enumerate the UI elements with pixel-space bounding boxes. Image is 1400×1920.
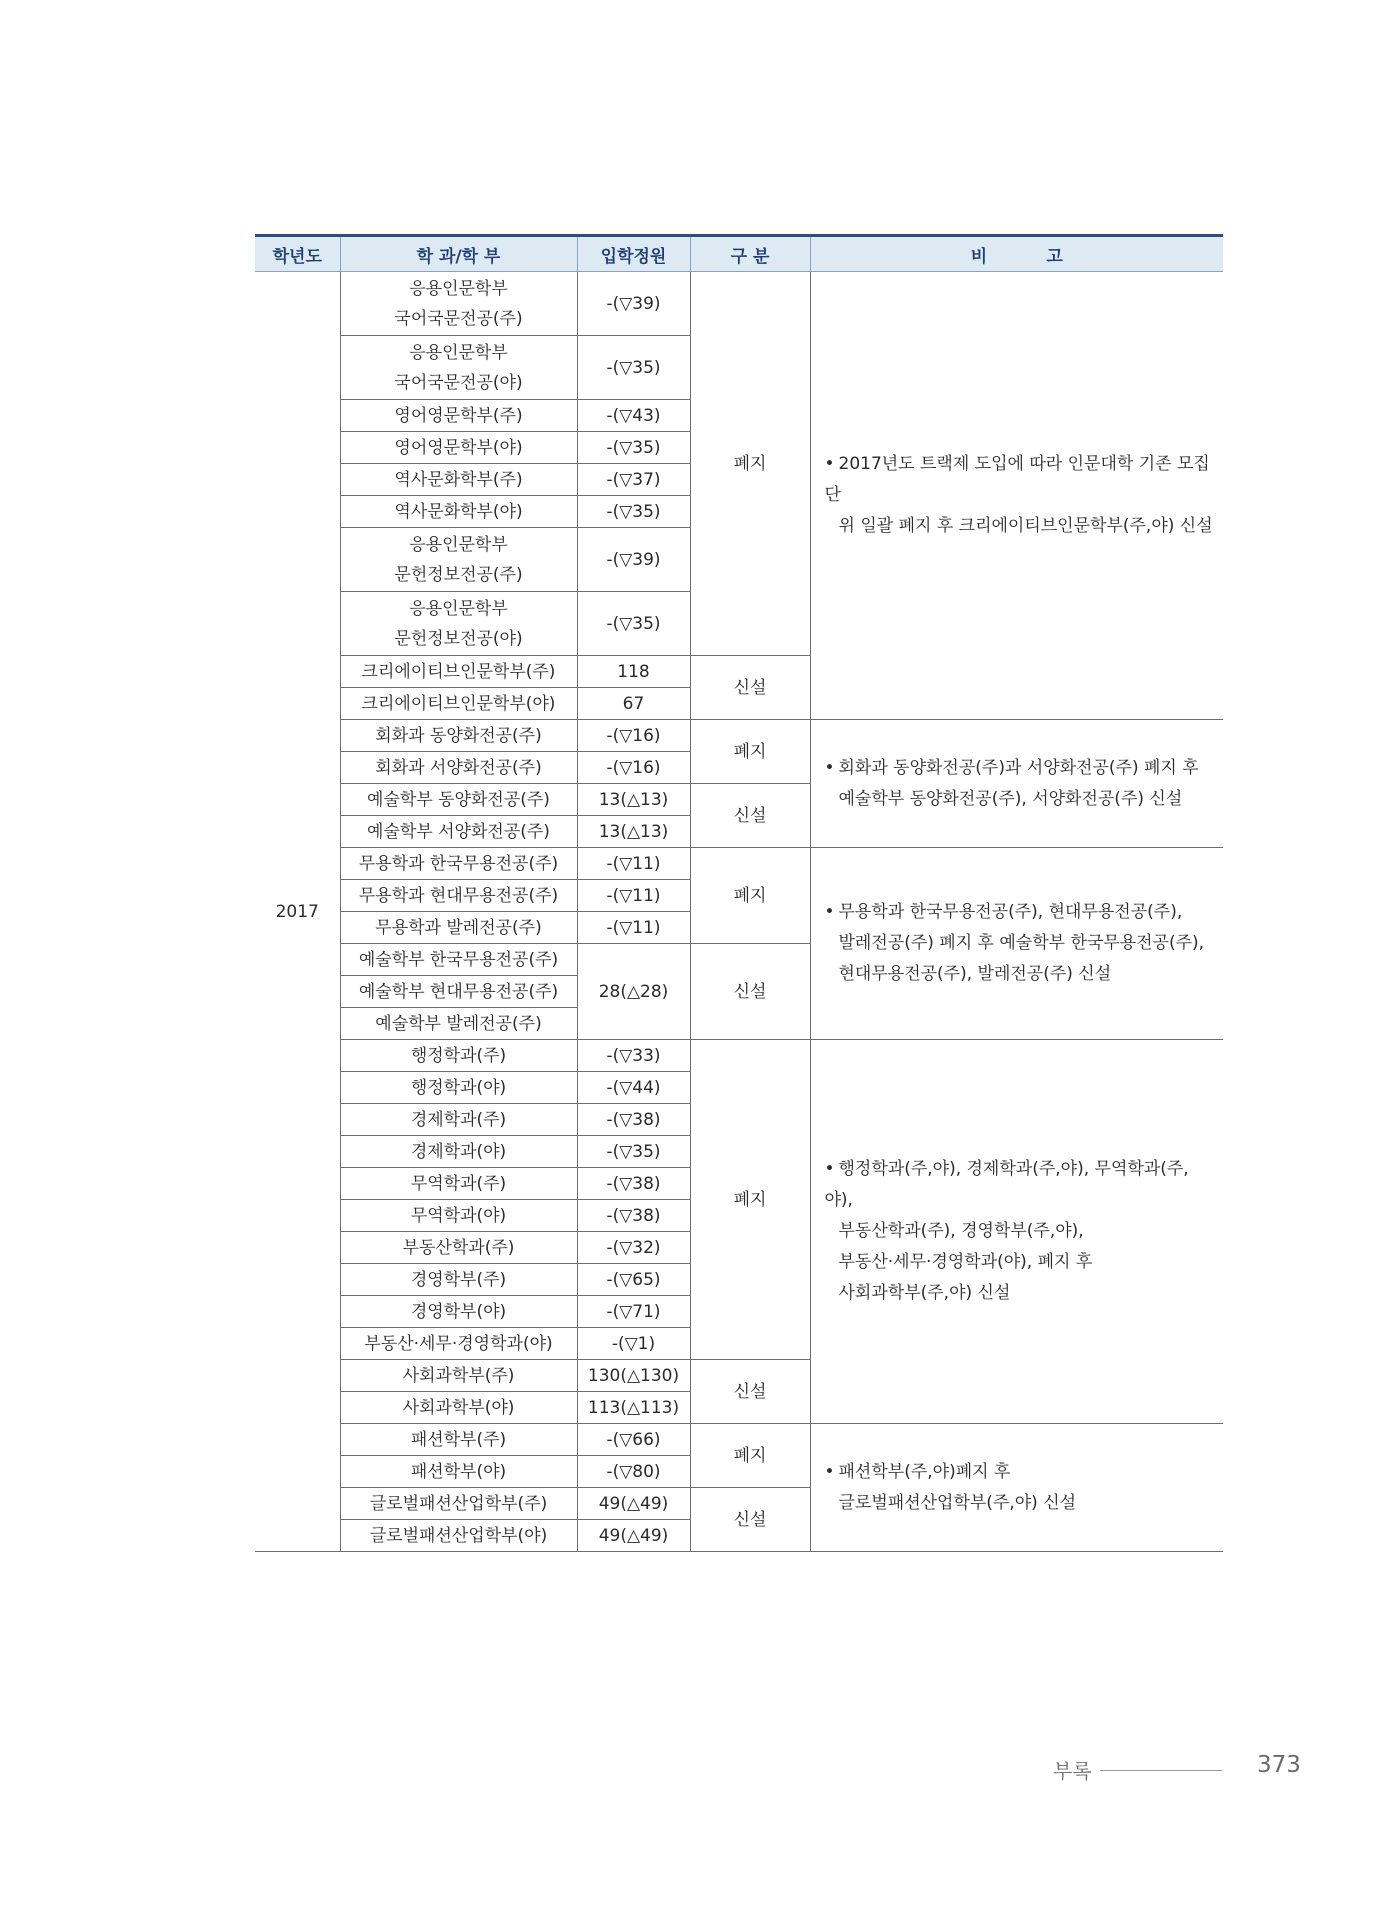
quota-cell: -(▽38) xyxy=(577,1104,690,1136)
department-cell: 부동산학과(주) xyxy=(340,1232,577,1264)
department-name: 응용인문학부 xyxy=(409,342,508,363)
quota-cell: -(▽32) xyxy=(577,1232,690,1264)
department-cell: 글로벌패션산업학부(주) xyxy=(340,1488,577,1520)
quota-cell: 130(△130) xyxy=(577,1360,690,1392)
department-major: 문헌정보전공(주) xyxy=(394,564,523,585)
footer-rule xyxy=(1100,1770,1222,1771)
department-cell: 부동산·세무·경영학과(야) xyxy=(340,1328,577,1360)
table-row xyxy=(255,848,1223,880)
note-cell xyxy=(810,1040,1223,1424)
category-cell: 신설 xyxy=(690,656,810,720)
department-cell: 무역학과(야) xyxy=(340,1200,577,1232)
quota-cell: 13(△13) xyxy=(577,784,690,816)
department-cell: 회화과 서양화전공(주) xyxy=(340,752,577,784)
quota-cell: -(▽66) xyxy=(577,1424,690,1456)
header-department: 학 과/학 부 xyxy=(340,236,577,272)
note-cell xyxy=(810,848,1223,1040)
department-cell: 패션학부(야) xyxy=(340,1456,577,1488)
quota-cell: 13(△13) xyxy=(577,816,690,848)
quota-cell: -(▽80) xyxy=(577,1456,690,1488)
note-line: 현대무용전공(주), 발레전공(주) 신설 xyxy=(838,964,1112,984)
department-cell: 행정학과(야) xyxy=(340,1072,577,1104)
quota-cell: -(▽11) xyxy=(577,912,690,944)
quota-cell: -(▽65) xyxy=(577,1264,690,1296)
department-cell: 무용학과 한국무용전공(주) xyxy=(340,848,577,880)
quota-cell: -(▽11) xyxy=(577,880,690,912)
quota-cell: -(▽1) xyxy=(577,1328,690,1360)
quota-cell: -(▽43) xyxy=(577,400,690,432)
table-row xyxy=(255,1040,1223,1072)
table-row xyxy=(255,272,1223,336)
footer-section-label: 부록 xyxy=(1053,1759,1092,1783)
department-cell: 패션학부(주) xyxy=(340,1424,577,1456)
table-row xyxy=(255,1424,1223,1456)
department-cell: 영어영문학부(주) xyxy=(340,400,577,432)
note-line: 위 일괄 폐지 후 크리에이티브인문학부(주,야) 신설 xyxy=(838,516,1213,536)
quota-cell: -(▽39) xyxy=(577,528,690,592)
category-cell: 폐지 xyxy=(690,272,810,656)
department-cell xyxy=(340,592,577,656)
quota-cell: -(▽44) xyxy=(577,1072,690,1104)
department-cell xyxy=(340,336,577,400)
department-cell: 역사문화학부(주) xyxy=(340,464,577,496)
department-cell: 경제학과(주) xyxy=(340,1104,577,1136)
department-cell: 크리에이티브인문학부(주) xyxy=(340,656,577,688)
quota-cell: 113(△113) xyxy=(577,1392,690,1424)
quota-cell: -(▽39) xyxy=(577,272,690,336)
department-cell: 무역학과(주) xyxy=(340,1168,577,1200)
header-year: 학년도 xyxy=(255,236,340,272)
note-line: • 패션학부(주,야)폐지 후 xyxy=(824,1461,1011,1482)
admission-quota-table-container xyxy=(255,234,1223,1552)
department-cell: 경영학부(야) xyxy=(340,1296,577,1328)
note-line: 예술학부 동양화전공(주), 서양화전공(주) 신설 xyxy=(838,788,1183,809)
quota-cell: -(▽38) xyxy=(577,1200,690,1232)
note-cell xyxy=(810,720,1223,848)
department-cell: 예술학부 현대무용전공(주) xyxy=(340,976,577,1008)
department-cell xyxy=(340,528,577,592)
quota-cell: -(▽33) xyxy=(577,1040,690,1072)
department-cell: 예술학부 동양화전공(주) xyxy=(340,784,577,816)
department-major: 국어국문전공(주) xyxy=(394,308,523,329)
quota-cell: -(▽35) xyxy=(577,432,690,464)
category-cell: 폐지 xyxy=(690,848,810,944)
department-name: 응용인문학부 xyxy=(409,278,508,299)
quota-cell: 118 xyxy=(577,656,690,688)
quota-cell: -(▽16) xyxy=(577,720,690,752)
department-cell: 회화과 동양화전공(주) xyxy=(340,720,577,752)
department-cell xyxy=(340,272,577,336)
header-category: 구 분 xyxy=(690,236,810,272)
quota-cell: -(▽37) xyxy=(577,464,690,496)
note-line: • 회화과 동양화전공(주)과 서양화전공(주) 폐지 후 xyxy=(824,757,1199,778)
category-cell: 폐지 xyxy=(690,720,810,784)
quota-cell: -(▽35) xyxy=(577,336,690,400)
department-cell: 행정학과(주) xyxy=(340,1040,577,1072)
note-cell xyxy=(810,272,1223,720)
department-cell: 글로벌패션산업학부(야) xyxy=(340,1520,577,1552)
quota-cell: 49(△49) xyxy=(577,1520,690,1552)
department-cell: 크리에이티브인문학부(야) xyxy=(340,688,577,720)
note-cell xyxy=(810,1424,1223,1552)
department-cell: 경영학부(주) xyxy=(340,1264,577,1296)
quota-cell: 67 xyxy=(577,688,690,720)
quota-cell: -(▽35) xyxy=(577,496,690,528)
note-line: 부동산학과(주), 경영학부(주,야), xyxy=(838,1221,1084,1241)
quota-cell: 49(△49) xyxy=(577,1488,690,1520)
department-name: 응용인문학부 xyxy=(409,534,508,555)
header-quota: 입학정원 xyxy=(577,236,690,272)
department-cell: 역사문화학부(야) xyxy=(340,496,577,528)
note-line: • 2017년도 트랙제 도입에 따라 인문대학 기존 모집단 xyxy=(824,454,1210,505)
department-name: 응용인문학부 xyxy=(409,598,508,619)
note-line: 글로벌패션산업학부(주,야) 신설 xyxy=(838,1492,1077,1513)
table-row xyxy=(255,720,1223,752)
category-cell: 폐지 xyxy=(690,1040,810,1360)
category-cell: 폐지 xyxy=(690,1424,810,1488)
page-number: 373 xyxy=(1257,1752,1301,1778)
department-cell: 무용학과 발레전공(주) xyxy=(340,912,577,944)
year-cell: 2017 xyxy=(255,272,340,1552)
quota-cell: -(▽71) xyxy=(577,1296,690,1328)
quota-cell: -(▽35) xyxy=(577,592,690,656)
category-cell: 신설 xyxy=(690,1488,810,1552)
category-cell: 신설 xyxy=(690,944,810,1040)
admission-quota-table xyxy=(255,234,1223,1552)
note-line: • 무용학과 한국무용전공(주), 현대무용전공(주), xyxy=(824,902,1183,922)
department-cell: 경제학과(야) xyxy=(340,1136,577,1168)
category-cell: 신설 xyxy=(690,784,810,848)
table-header-row xyxy=(255,236,1223,272)
quota-cell: -(▽38) xyxy=(577,1168,690,1200)
department-cell: 무용학과 현대무용전공(주) xyxy=(340,880,577,912)
department-cell: 예술학부 한국무용전공(주) xyxy=(340,944,577,976)
note-line: 발레전공(주) 폐지 후 예술학부 한국무용전공(주), xyxy=(838,933,1205,953)
department-cell: 사회과학부(야) xyxy=(340,1392,577,1424)
department-cell: 예술학부 서양화전공(주) xyxy=(340,816,577,848)
department-major: 국어국문전공(야) xyxy=(394,372,523,393)
note-line: 사회과학부(주,야) 신설 xyxy=(838,1283,1011,1303)
note-line: 부동산·세무·경영학과(야), 폐지 후 xyxy=(838,1252,1093,1272)
department-cell: 사회과학부(주) xyxy=(340,1360,577,1392)
quota-cell: -(▽11) xyxy=(577,848,690,880)
header-note: 비 고 xyxy=(810,236,1223,272)
department-major: 문헌정보전공(야) xyxy=(394,628,523,649)
quota-cell: -(▽16) xyxy=(577,752,690,784)
department-cell: 예술학부 발레전공(주) xyxy=(340,1008,577,1040)
quota-cell: 28(△28) xyxy=(577,944,690,1040)
quota-cell: -(▽35) xyxy=(577,1136,690,1168)
note-line: • 행정학과(주,야), 경제학과(주,야), 무역학과(주,야), xyxy=(824,1159,1189,1210)
category-cell: 신설 xyxy=(690,1360,810,1424)
department-cell: 영어영문학부(야) xyxy=(340,432,577,464)
